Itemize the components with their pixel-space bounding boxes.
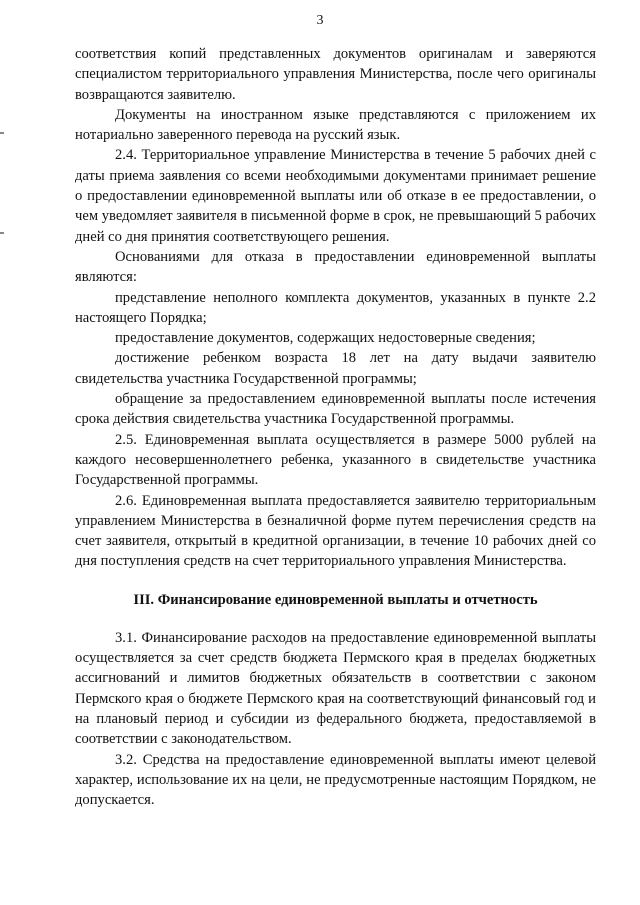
paragraph: представление неполного комплекта документов, указанных в пункте 2.2 настоящего Порядка; bbox=[75, 289, 596, 326]
paragraph: 2.5. Единовременная выплата осуществляется в размере 5000 рублей на каждого несовершеннолетнего ребенка, указанного в свидетельстве участника Государственной программы. bbox=[75, 431, 596, 489]
paragraphs-after bbox=[75, 628, 596, 811]
paragraph: Документы на иностранном языке представляются с приложением их нотариально заверенного перевода на русский язык. bbox=[75, 106, 596, 144]
paragraph: 3.1. Финансирование расходов на предоставление единовременной выплаты осуществляется за счет средств бюджета Пермского края в пределах бюджетных ассигнований и лимитов бюджетных обязательств в соответствии с законом Пермского края о бюджете Пермского края на соответствующий финансовый год и на плановый период и субсидии из федерального бюджета, предоставляемой в соответствии с законодательством. bbox=[75, 629, 596, 748]
paragraph: соответствия копий представленных документов оригиналам и заверяются специалистом территориального управления Министерства, после чего оригиналы возвращаются заявителю. bbox=[75, 46, 596, 103]
page-number: 3 bbox=[316, 13, 324, 28]
paragraph: обращение за предоставлением единовременной выплаты после истечения срока действия свидетельства участника Государственной программы. bbox=[75, 391, 596, 428]
scan-margin-mark bbox=[0, 132, 4, 134]
paragraph: 2.6. Единовременная выплата предоставляется заявителю территориальным управлением Министерства в безналичной форме путем перечисления средств на счет заявителя, открытый в кредитной организации, в течение 10 рабочих дней со дня поступления средств на счет территориального управления Министерства. bbox=[75, 492, 596, 570]
paragraph: Основаниями для отказа в предоставлении единовременной выплаты являются: bbox=[75, 248, 596, 286]
section-heading: III. Финансирование единовременной выплаты и отчетность bbox=[133, 591, 538, 608]
paragraph: 3.2. Средства на предоставление единовременной выплаты имеют целевой характер, использование их на цели, не предусмотренные настоящим Порядком, не допускается. bbox=[75, 751, 596, 809]
paragraph: достижение ребенком возраста 18 лет на дату выдачи заявителю свидетельства участника Государственной программы; bbox=[75, 350, 596, 387]
scan-margin-mark bbox=[0, 232, 4, 234]
document-body bbox=[75, 44, 596, 810]
paragraph: предоставление документов, содержащих недостоверные сведения; bbox=[115, 330, 536, 347]
paragraphs-before bbox=[75, 44, 596, 572]
paragraph: 2.4. Территориальное управление Министерства в течение 5 рабочих дней с даты приема заявления со всеми необходимыми документами принимает решение о предоставлении единовременной выплаты или об отказе в ее предоставлении, о чем уведомляет заявителя в письменной форме в срок, не превышающий 5 рабочих дней со дня принятия соответствующего решения. bbox=[75, 147, 596, 245]
